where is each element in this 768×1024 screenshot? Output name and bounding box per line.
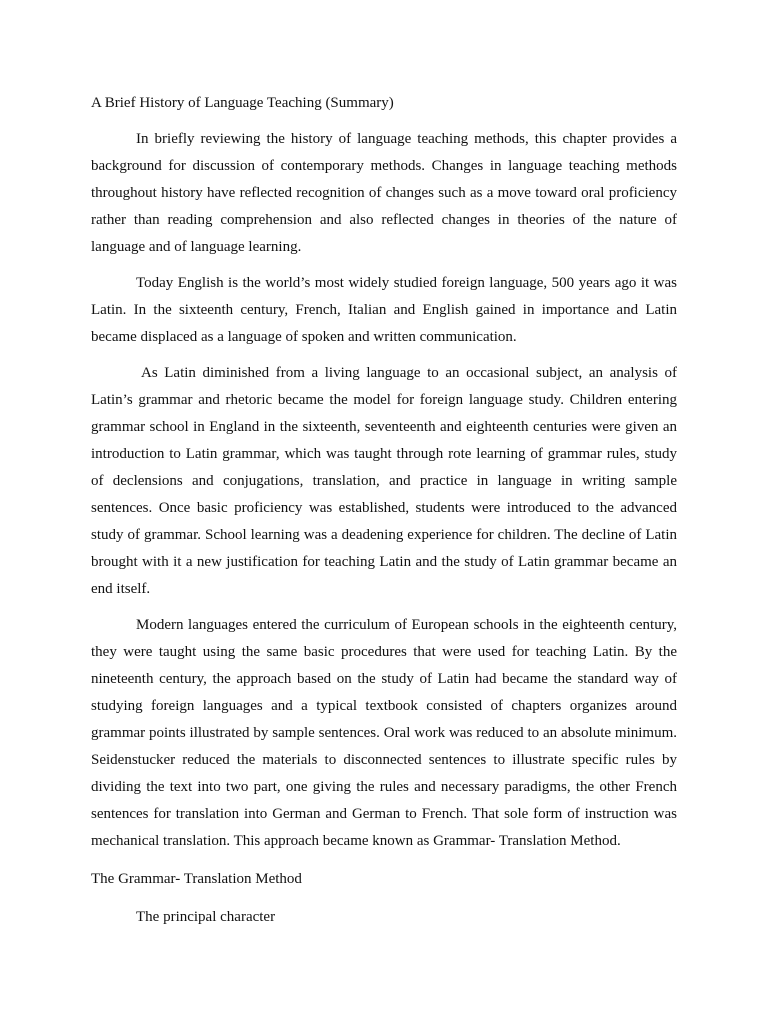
document-page [91, 93, 677, 927]
paragraph-latin-history: Today English is the world’s most widely studied foreign language, 500 years ago it was Latin. In the sixteenth century, French, Italian and English gained in importance and Latin became displaced as a language of spoken and written communication. [91, 275, 677, 345]
paragraph-modern-languages: Modern languages entered the curriculum of European schools in the eighteenth century, they were taught using the same basic procedures that were used for teaching Latin. By the nineteenth century, the approach based on the study of Latin had became the standard way of studying foreign languages and a typical textbook consisted of chapters organizes around grammar points illustrated by sample sentences. Oral work was reduced to an absolute minimum. Seidenstucker reduced the materials to disconnected sentences to illustrate specific rules by dividing the text into two part, one giving the rules and necessary paradigms, the other French sentences for translation into German and German to French. That sole form of instruction was mechanical translation. This approach became known as Grammar- Translation Method. [91, 617, 677, 849]
paragraph-overview: In briefly reviewing the history of language teaching methods, this chapter provides a background for discussion of contemporary methods. Changes in language teaching methods throughout history have reflected recognition of changes such as a move toward oral proficiency rather than reading comprehension and also reflected changes in theories of the nature of language and of language learning. [91, 131, 677, 255]
paragraph-latin-grammar: As Latin diminished from a living language to an occasional subject, an analysis of Latin’s grammar and rhetoric became the model for foreign language study. Children entering grammar school in England in the sixteenth, seventeenth and eighteenth centuries were given an introduction to Latin grammar, which was taught through rote learning of grammar rules, study of declensions and conjugations, translation, and practice in language in writing sample sentences. Once basic proficiency was established, students were introduced to the advanced study of grammar. School learning was a deadening experience for children. The decline of Latin brought with it a new justification for teaching Latin and the study of Latin grammar became an end itself. [91, 365, 677, 597]
section-start-text: The principal character [136, 909, 276, 925]
section-heading: The Grammar- Translation Method [91, 871, 302, 887]
document-title: A Brief History of Language Teaching (Summary) [91, 95, 394, 111]
